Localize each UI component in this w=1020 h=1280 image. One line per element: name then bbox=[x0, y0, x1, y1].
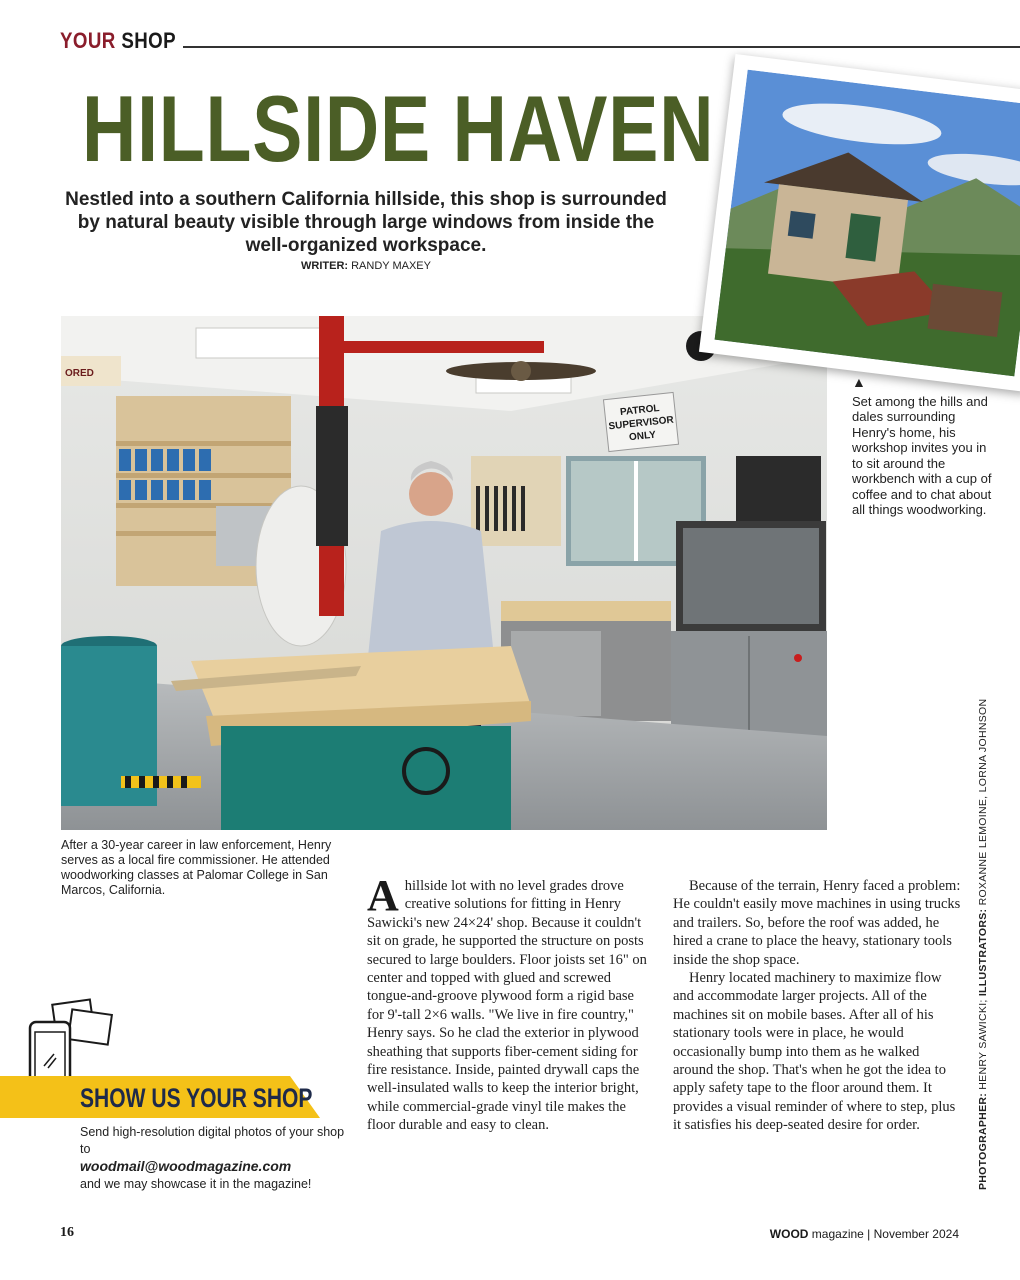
shop-caption: After a 30-year career in law enforcement, Henry serves as a local fire commissioner. He attended woodworking classes at Palomar College in San Marcos, California. bbox=[61, 838, 332, 897]
body-column-2 bbox=[673, 877, 963, 1135]
section-label-shop: SHOP bbox=[121, 28, 177, 53]
sign-line-2: SUPERVISOR bbox=[608, 414, 675, 433]
footer-issue: magazine | November 2024 bbox=[811, 1227, 959, 1241]
house-photo bbox=[699, 54, 1020, 392]
article-deck: Nestled into a southern California hillside, this shop is surrounded by natural beauty visible through large windows from inside the well-organized workspace. bbox=[65, 189, 667, 256]
promo-email-link[interactable]: woodmail@woodmagazine.com bbox=[80, 1158, 292, 1174]
byline bbox=[60, 260, 672, 272]
section-label bbox=[60, 28, 176, 54]
promo-title: SHOW US YOUR SHOP bbox=[80, 1083, 313, 1113]
drop-cap: A bbox=[367, 871, 399, 920]
section-label-your: YOUR bbox=[60, 28, 116, 53]
svg-text:ORED: ORED bbox=[65, 368, 94, 379]
caption-arrow-icon: ▲ bbox=[852, 374, 866, 390]
body-paragraph: Because of the terrain, Henry faced a problem: He couldn't easily move machines in using trucks and trailers. So, before the roof was added, he hired a crane to place the heavy, stationary tools inside the shop space. bbox=[673, 878, 961, 968]
body-paragraph-text: hillside lot with no level grades drove creative solutions for fitting in Henry Sawicki's new 24×24' shop. Because it couldn't sit on grade, he supported the structure on posts secured to large boulders. Floor joists set 16" on center and topped with glued and screwed tongue-and-groove plywood form a rigid base for 9'-tall 2×6 walls. "We live in fire country," Henry says. So he clad the exterior in plywood sheathing that supports fiber-cement siding for fire resistance. Inside, painted drywall caps the well-insulated walls to keep the interior bright, while commercial-grade vinyl tile makes the floor durable and easy to clean. bbox=[367, 878, 647, 1134]
writer-label: WRITER: bbox=[301, 260, 349, 272]
writer-name: RANDY MAXEY bbox=[351, 260, 431, 272]
article-title: HILLSIDE HAVEN bbox=[82, 76, 715, 181]
photo-credits bbox=[977, 699, 989, 1190]
promo-text bbox=[80, 1124, 350, 1193]
illustrators-label: ILLUSTRATORS: bbox=[977, 908, 989, 997]
photographer-label: PHOTOGRAPHER: bbox=[977, 1092, 989, 1190]
footer-magazine bbox=[770, 1227, 959, 1241]
sign-line-1: PATROL bbox=[619, 403, 661, 419]
promo-line-1: Send high-resolution digital photos of your shop to bbox=[80, 1125, 345, 1156]
page-number: 16 bbox=[60, 1225, 74, 1240]
footer-magazine-name: WOOD bbox=[769, 1227, 809, 1241]
photographer-name: HENRY SAWICKI; bbox=[977, 999, 989, 1090]
body-paragraph bbox=[367, 871, 651, 1135]
body-column-1 bbox=[367, 871, 651, 1135]
shop-photo bbox=[61, 316, 827, 830]
sign-line-3: ONLY bbox=[628, 429, 657, 444]
header-rule bbox=[183, 46, 1020, 48]
body-paragraph: Henry located machinery to maximize flow and accommodate larger projects. All of the machines sit on mobile bases. After all of his stationary tools were in place, he would occasionally bump into them as he walked around the shop. That's when he got the idea to apply safety tape to the floor around them. It provides a visual reminder of where to step, plus it satisfies his deep-seated desire for order. bbox=[673, 970, 956, 1134]
house-caption bbox=[852, 375, 992, 518]
house-caption-text: Set among the hills and dales surrounding Henry's home, his workshop invites you in to sit around the workbench with a cup of coffee and to chat about all things woodworking. bbox=[852, 393, 992, 517]
promo-line-2: and we may showcase it in the magazine! bbox=[80, 1177, 312, 1191]
illustrators-names: ROXANNE LEMOINE, LORNA JOHNSON bbox=[977, 698, 989, 906]
